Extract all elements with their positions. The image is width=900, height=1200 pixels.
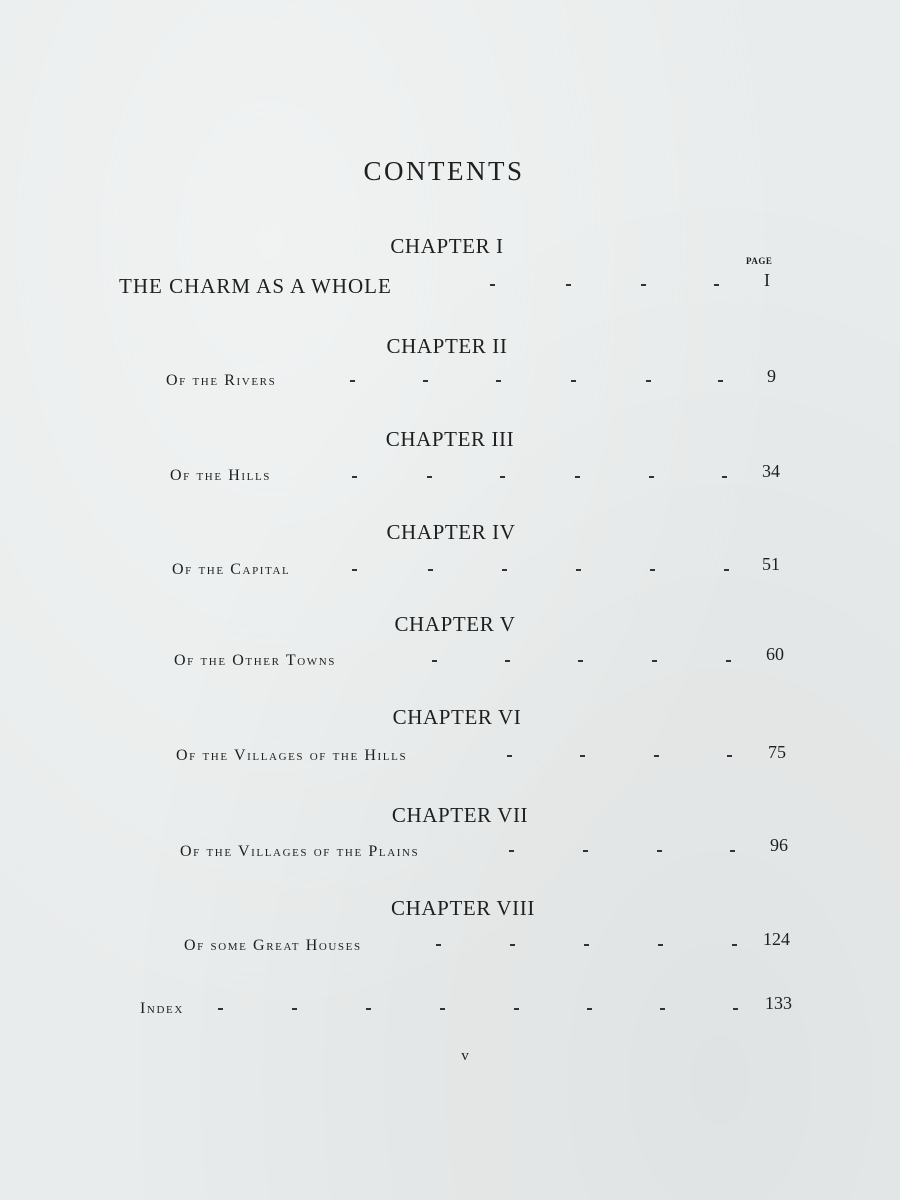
chapter-title: Of some Great Houses — [184, 937, 362, 954]
page-number: 75 — [768, 742, 786, 762]
index-title: Index — [140, 1000, 184, 1017]
chapter-title: Of the Villages of the Hills — [176, 747, 408, 764]
chapter-heading: CHAPTER II — [386, 334, 508, 358]
page-number: 124 — [763, 929, 790, 949]
page-number: 9 — [767, 366, 776, 386]
chapter-title: Of the Capital — [172, 561, 291, 578]
chapter-heading: CHAPTER V — [394, 612, 516, 636]
chapter-heading: CHAPTER VIII — [391, 896, 535, 920]
page-title: CONTENTS — [363, 156, 525, 186]
chapter-heading: CHAPTER III — [385, 427, 515, 451]
chapter-title: Of the Rivers — [166, 372, 277, 389]
chapter-title: THE CHARM AS A WHOLE — [119, 274, 392, 298]
page-number: I — [764, 270, 770, 290]
chapter-heading: CHAPTER IV — [386, 520, 516, 544]
folio-number: v — [461, 1048, 469, 1064]
page-number: 51 — [762, 554, 780, 574]
page-number: 133 — [765, 993, 792, 1013]
chapter-heading: CHAPTER VII — [391, 803, 529, 827]
page-number: 96 — [770, 835, 788, 855]
chapter-heading: CHAPTER VI — [392, 705, 522, 729]
page-number: 34 — [762, 461, 780, 481]
chapter-title: Of the Villages of the Plains — [180, 843, 420, 860]
page-column-label: PAGE — [746, 256, 773, 266]
chapter-title: Of the Hills — [170, 467, 272, 484]
chapter-title: Of the Other Towns — [174, 652, 337, 669]
page-number: 60 — [766, 644, 784, 664]
chapter-heading: CHAPTER I — [390, 234, 504, 258]
